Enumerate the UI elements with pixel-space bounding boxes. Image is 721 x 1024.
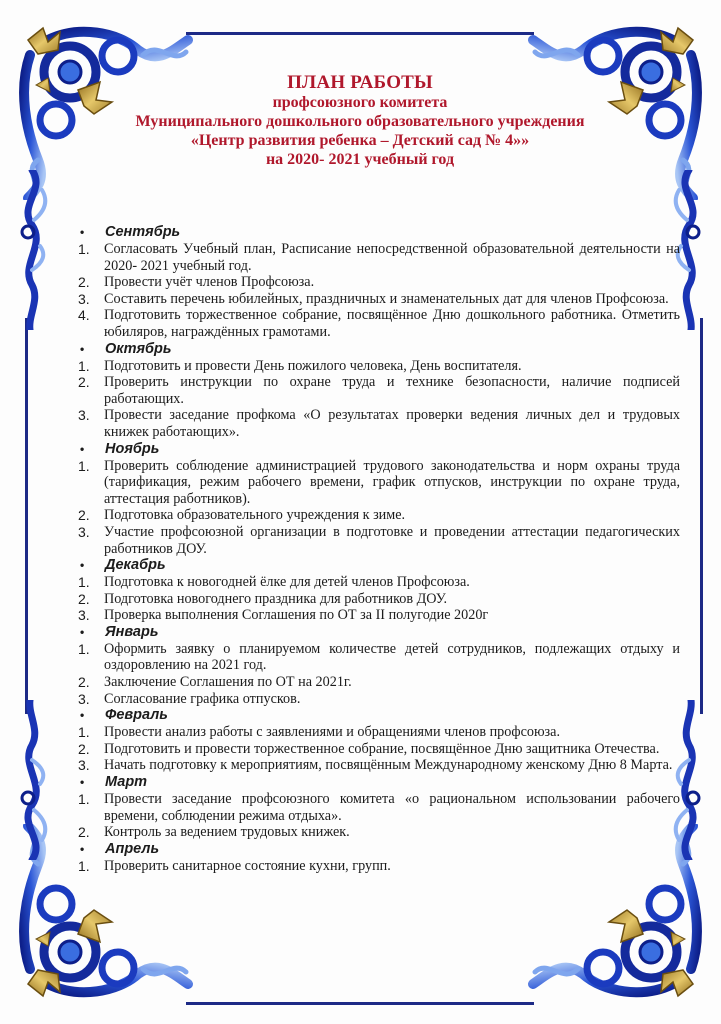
month-name: Октябрь (105, 340, 172, 357)
item-number: 1. (78, 357, 90, 374)
bullet-icon: • (80, 708, 85, 723)
plan-item (78, 407, 680, 440)
item-number: 3. (78, 690, 90, 707)
plan-content (78, 224, 680, 874)
item-number: 3. (78, 290, 90, 307)
plan-item (78, 524, 680, 557)
item-number: 2. (78, 740, 90, 757)
item-number: 2. (78, 590, 90, 607)
plan-item (78, 791, 680, 824)
month-section (78, 841, 680, 875)
item-text: Подготовить торжественное собрание, посвящённое Дню дошкольного работника. Отметить юбиляров, награждённых грамотами. (104, 307, 680, 340)
item-number: 1. (78, 724, 90, 741)
item-number: 3. (78, 523, 90, 540)
plan-item (78, 757, 680, 774)
month-heading (78, 341, 680, 358)
month-heading (78, 707, 680, 724)
item-text: Провести учёт членов Профсоюза. (104, 274, 315, 291)
vine-ornament-icon (12, 170, 52, 330)
item-number: 1. (78, 241, 90, 257)
title-line-center-name: «Центр развития ребенка – Детский сад № 4»» (190, 132, 530, 149)
bullet-icon: • (80, 341, 85, 356)
plan-item (78, 674, 680, 691)
month-heading (78, 557, 680, 574)
vine-ornament-icon (12, 700, 52, 860)
month-section (78, 707, 680, 774)
plan-item (78, 274, 680, 291)
plan-item (78, 358, 680, 375)
month-name: Ноябрь (105, 440, 160, 457)
bullet-icon: • (80, 558, 85, 573)
plan-item (78, 741, 680, 758)
item-number: 3. (78, 407, 90, 424)
item-text: Согласование графика отпусков. (104, 690, 301, 707)
month-section (78, 557, 680, 624)
plan-item (78, 607, 680, 624)
item-text: Проверить инструкции по охране труда и технике безопасности, наличие подписей работающих. (104, 374, 680, 407)
item-number: 2. (78, 824, 90, 841)
item-number: 2. (78, 374, 90, 391)
item-number: 3. (78, 607, 90, 624)
border-top-line (186, 32, 534, 35)
item-text: Контроль за ведением трудовых книжек. (104, 824, 350, 841)
bullet-icon: • (80, 441, 85, 456)
item-text: Подготовить и провести торжественное собрание, посвящённое Дню защитника Отечества. (104, 740, 660, 757)
month-section (78, 774, 680, 841)
title-line-committee: профсоюзного комитета (272, 94, 448, 111)
item-number: 1. (78, 857, 90, 874)
month-name: Март (105, 774, 148, 791)
border-bottom-line (186, 1002, 534, 1005)
item-number: 2. (78, 274, 90, 291)
plan-item (78, 507, 680, 524)
plan-item (78, 858, 680, 875)
plan-item (78, 574, 680, 591)
month-heading (78, 224, 680, 241)
plan-item (78, 291, 680, 308)
border-right-line (700, 318, 703, 714)
item-text: Начать подготовку к мероприятиям, посвящённым Международному женскому Дню 8 Марта. (104, 757, 673, 774)
plan-item (78, 374, 680, 407)
border-left-line (25, 318, 28, 714)
plan-item (78, 241, 680, 274)
title-line-plan: ПЛАН РАБОТЫ (287, 72, 433, 93)
month-heading (78, 441, 680, 458)
month-name: Апрель (105, 840, 160, 857)
item-text: Провести анализ работы с заявлениями и обращениями членов профсоюза. (104, 724, 561, 741)
title-line-school-year: на 2020- 2021 учебный год (265, 151, 455, 168)
month-heading (78, 841, 680, 858)
month-name: Декабрь (105, 557, 166, 574)
month-section (78, 224, 680, 341)
month-name: Февраль (105, 707, 168, 724)
item-number: 1. (78, 457, 90, 474)
item-text: Подготовка образовательного учреждения к зиме. (104, 507, 406, 524)
plan-item (78, 691, 680, 708)
item-number: 1. (78, 574, 90, 591)
item-text: Провести заседание профкома «О результатах проверки ведения личных дел и трудовых книжек работающих». (104, 407, 680, 440)
month-name: Январь (105, 623, 159, 640)
bullet-icon: • (80, 225, 85, 239)
bullet-icon: • (80, 841, 85, 856)
month-section (78, 624, 680, 707)
document-title (100, 72, 620, 169)
title-line-institution: Муниципального дошкольного образовательного учреждения (135, 113, 585, 130)
plan-item (78, 591, 680, 608)
item-number: 1. (78, 791, 90, 808)
item-text: Провести заседание профсоюзного комитета «о рациональном использовании рабочего времени, соблюдении режима отдыха». (104, 791, 680, 824)
plan-item (78, 641, 680, 674)
item-text: Оформить заявку о планируемом количестве детей сотрудников, подлежащих отдыху и оздоровлению на 2021 год. (104, 640, 680, 674)
item-text: Проверить соблюдение администрацией трудового законодательства и норм охраны труда (тарификация, режим рабочего времени, график отпусков, инструкции по охране труда, аттестация работников). (104, 457, 680, 507)
item-text: Заключение Соглашения по ОТ на 2021г. (104, 674, 352, 691)
plan-item (78, 724, 680, 741)
item-number: 4. (78, 307, 90, 324)
bullet-icon: • (80, 624, 85, 639)
item-number: 2. (78, 507, 90, 524)
item-text: Проверка выполнения Соглашения по ОТ за II полугодие 2020г (104, 607, 489, 624)
item-number: 2. (78, 674, 90, 691)
plan-item (78, 458, 680, 508)
item-text: Проверить санитарное состояние кухни, групп. (104, 857, 391, 874)
plan-item (78, 307, 680, 340)
bullet-icon: • (80, 775, 85, 790)
item-number: 1. (78, 640, 90, 657)
item-text: Участие профсоюзной организации в подготовке и проведении аттестации педагогических работников ДОУ. (104, 523, 680, 557)
month-heading (78, 774, 680, 791)
item-text: Составить перечень юбилейных, праздничных и знаменательных дат для членов Профсоюза. (104, 290, 669, 307)
month-section (78, 341, 680, 441)
month-name: Сентябрь (105, 224, 181, 240)
item-text: Подготовка новогоднего праздника для работников ДОУ. (104, 590, 448, 607)
item-text: Подготовить и провести День пожилого человека, День воспитателя. (104, 357, 522, 374)
month-section (78, 441, 680, 558)
item-number: 3. (78, 757, 90, 774)
item-text: Согласовать Учебный план, Расписание непосредственной образовательной деятельности на 2020- 2021 учебный год. (104, 241, 680, 274)
item-text: Подготовка к новогодней ёлке для детей членов Профсоюза. (104, 574, 470, 591)
month-heading (78, 624, 680, 641)
plan-item (78, 824, 680, 841)
